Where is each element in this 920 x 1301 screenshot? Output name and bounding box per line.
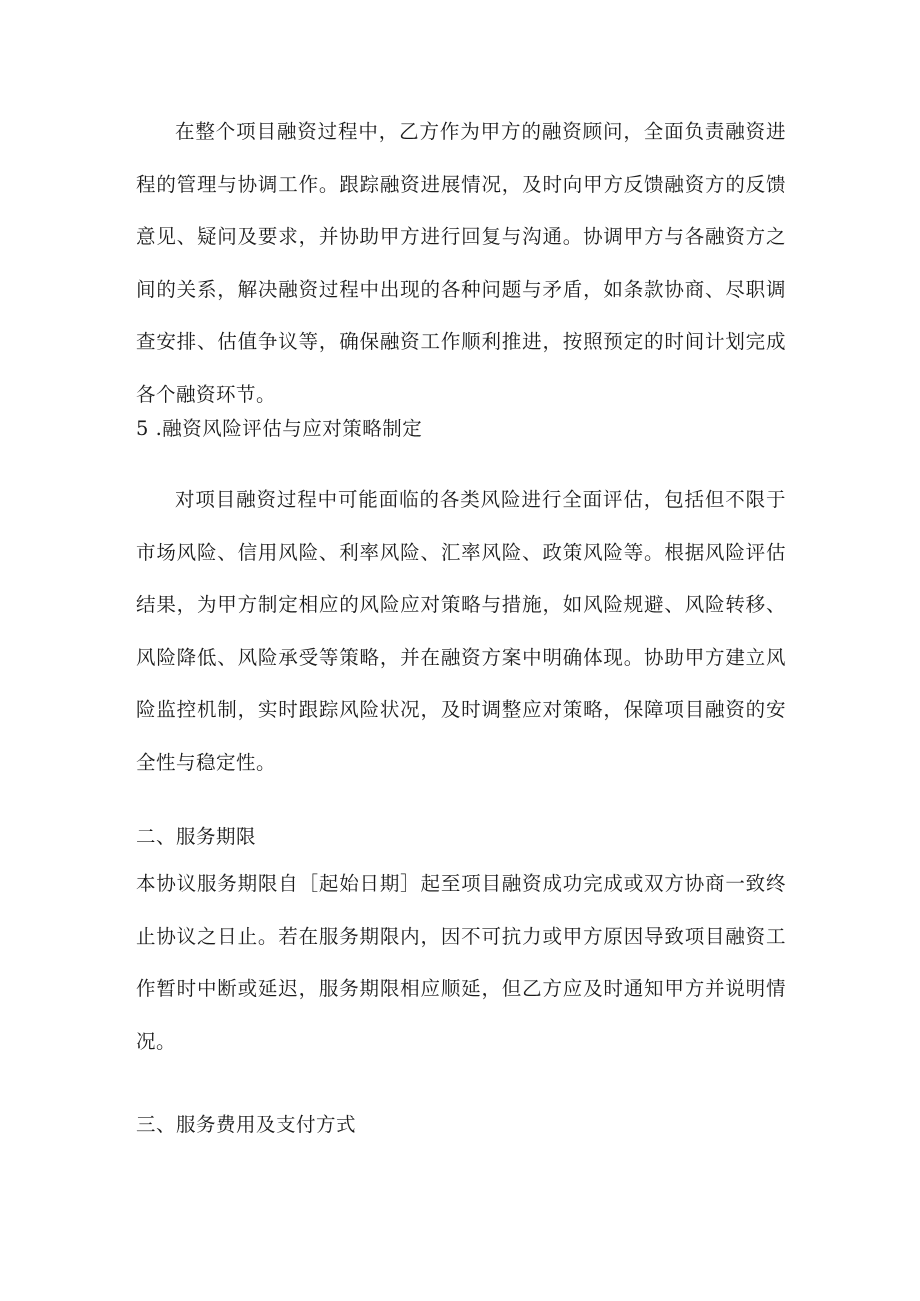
- section-heading-risk-assessment: 5 .融资风险评估与应对策略制定: [136, 417, 423, 440]
- section-heading-fees-payment: 三、服务费用及支付方式: [136, 1113, 357, 1136]
- paragraph-risk-assessment: 对项目融资过程中可能面临的各类风险进行全面评估，包括但不限于市场风险、信用风险、利率风险、汇率风险、政策风险等。根据风险评估结果，为甲方制定相应的风险应对策略与措施，如风险规避、风险转移、风险降低、风险承受等策略，并在融资方案中明确体现。协助甲方建立风险监控机制，实时跟踪风险状况，及时调整应对策略，保障项目融资的安全性与稳定性。: [136, 488, 786, 774]
- paragraph-financing-process: 在整个项目融资过程中，乙方作为甲方的融资顾问，全面负责融资进程的管理与协调工作。跟踪融资进展情况，及时向甲方反馈融资方的反馈意见、疑问及要求，并协助甲方进行回复与沟通。协调甲方与各融资方之间的关系，解决融资过程中出现的各种问题与矛盾，如条款协商、尽职调查安排、估值争议等，确保融资工作顺利推进，按照预定的时间计划完成各个融资环节。: [136, 120, 786, 406]
- paragraph-service-term: 本协议服务期限自［起始日期］起至项目融资成功完成或双方协商一致终止协议之日止。若在服务期限内，因不可抗力或甲方原因导致项目融资工作暂时中断或延迟，服务期限相应顺延，但乙方应及时通知甲方并说明情况。: [136, 872, 786, 1053]
- section-heading-service-term: 二、服务期限: [136, 825, 257, 848]
